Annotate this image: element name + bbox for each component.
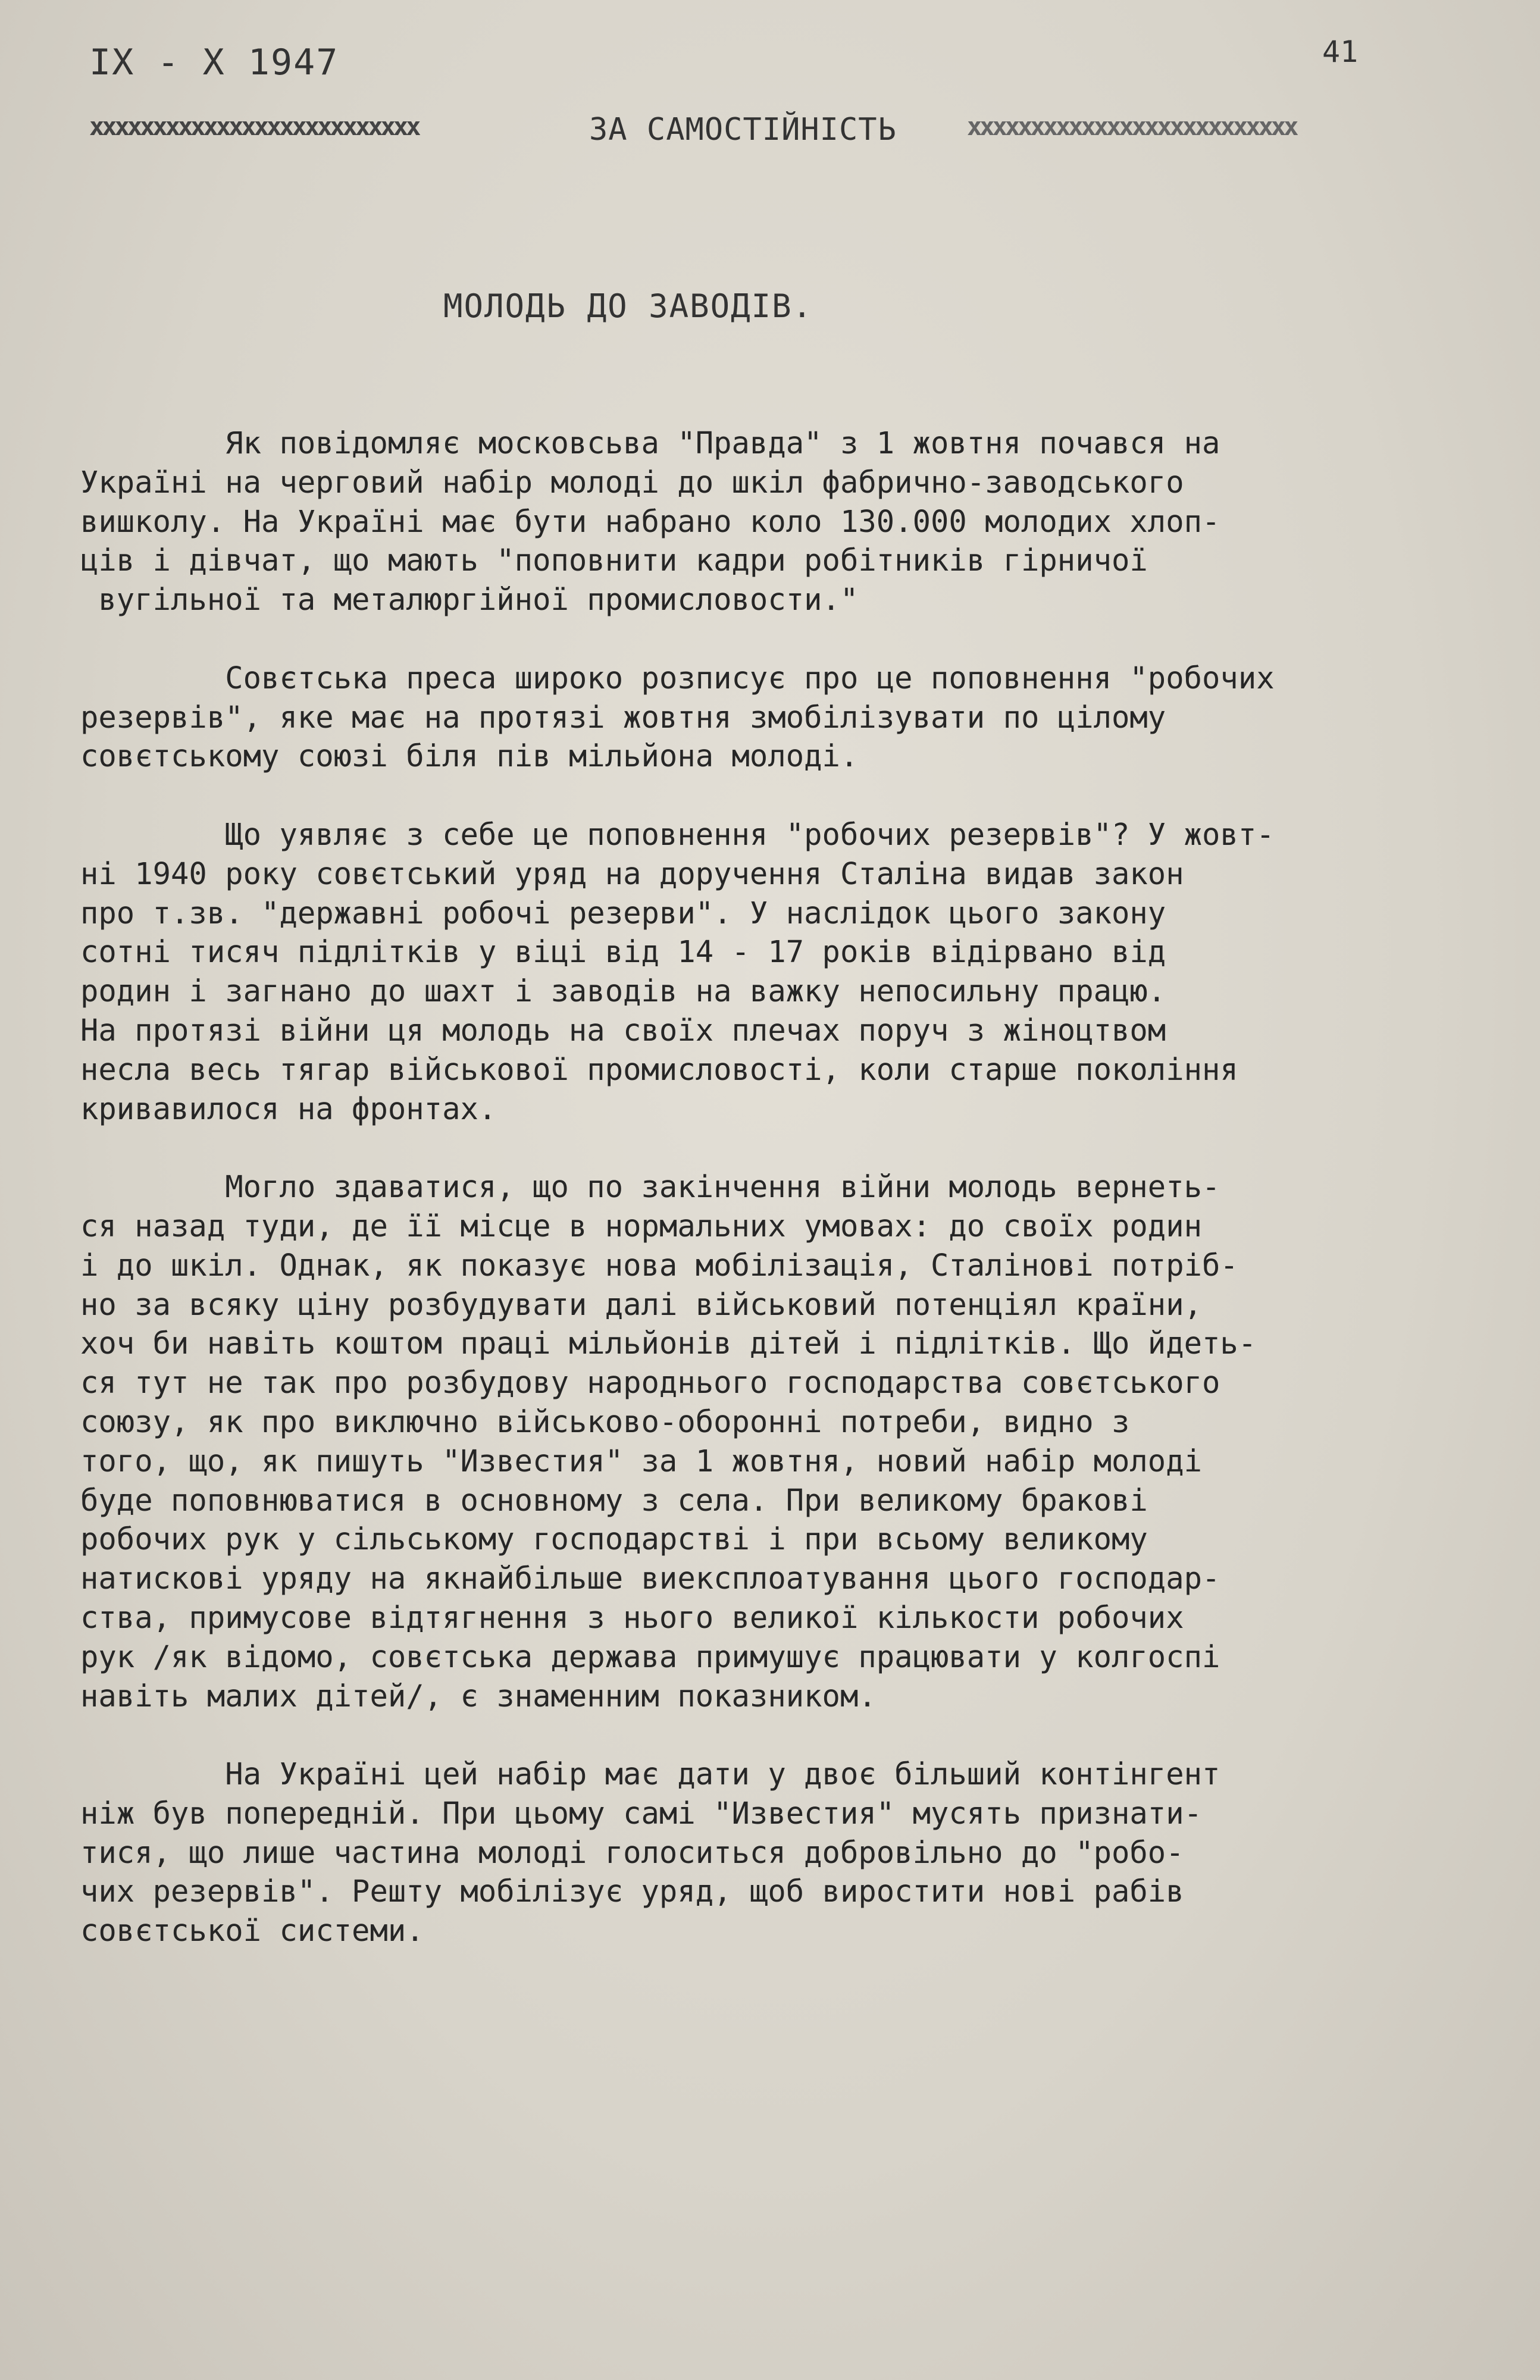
header-date: IX - X 1947 (89, 42, 339, 83)
article-body: Як повідомляє московсьва "Правда" з 1 жовтня почався на Україні на черговий набір молоді до шкіл фабрично-заводського вишколу. На Україні має бути набрано коло 130.000 молодих хлоп- ців і дівчат, що мають "поповнити кадри робітників гірничої вугільної та металюргійної промисловости." Совєтська преса широко розписує про це поповнення "робочих резервів", яке має на протязі жовтня змобілізувати по цілому совєтському союзі біля пів мільйона молоді. Що уявляє з себе це поповнення "робочих резервів"? У жовт- ні 1940 року совєтський уряд на доручення Сталіна видав закон про т.зв. "державні робочі резерви". У наслідок цього закону сотні тисяч підлітків у віці від 14 - 17 років відірвано від родин і загнано до шахт і заводів на важку непосильну працю. На протязі війни ця молодь на своїх плечах поруч з жіноцтвом несла весь тягар військової промисловості, коли старше покоління кривавилося на фронтах. Могло здаватися, що по закінчення війни молодь вернеть- ся назад туди, де її місце в нормальних умовах: до своїх родин і до шкіл. Однак, як показує нова мобілізація, Сталінові потріб- но за всяку ціну розбудувати далі військовий потенціял країни, хоч би навіть коштом праці мільйонів дітей і підлітків. Що йдеть- ся тут не так про розбудову народнього господарства совєтського союзу, як про виключно військово-оборонні потреби, видно з того, що, як пишуть "Известия" за 1 жовтня, новий набір молоді буде поповнюватися в основному з села. При великому бракові робочих рук у сільському господарстві і при всьому великому натискові уряду на якнайбільше виексплоатування цього господар- ства, примусове відтягнення з нього великої кількости робочих рук /як відомо, совєтська держава примушує працювати у колгоспі навіть малих дітей/, є знаменним показником. На Україні цей набір має дати у двоє більший контінгент ніж був попередній. При цьому самі "Известия" мусять признати- тися, що лише частина молоді голоситься добровільно до "робо- чих резервів". Решту мобілізує уряд, щоб виростити нові рабів совєтської системи. (80, 425, 1275, 1949)
section-heading: ЗА САМОСТІЙНІСТЬ (589, 112, 897, 148)
article-title: МОЛОДЬ ДО ЗАВОДІВ. (443, 287, 813, 325)
struck-out-characters-right: xxxxxxxxxxxxxxxxxxxxxxxxxx (967, 112, 1297, 141)
page-number: 41 (1322, 35, 1359, 69)
struck-out-characters-left: xxxxxxxxxxxxxxxxxxxxxxxxxx (89, 112, 419, 141)
